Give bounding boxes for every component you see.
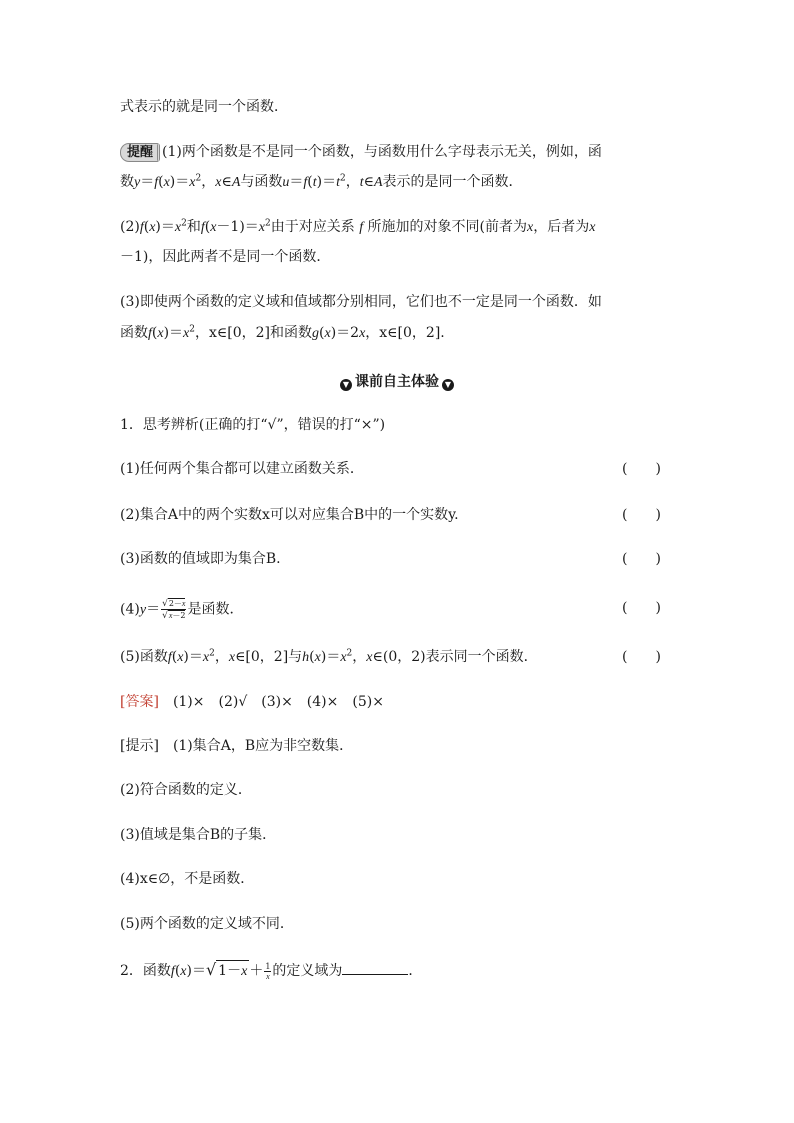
fraction: $\frac{√2-x}{√x-2}$ (162, 599, 186, 621)
tip-badge: 提醒 (120, 143, 160, 162)
answer-line: [答案] (1)× (2)√ (3)× (4)× (5)× (120, 694, 384, 710)
hint-line-1: [提示] (1)集合A，B应为非空数集． (120, 738, 354, 754)
note-2-line-2: －1)，因此两者不是同一个函数． (120, 249, 331, 265)
hint-line-4: (4)x∈∅，不是函数． (120, 871, 255, 887)
hint-line-5: (5)两个函数的定义域不同． (120, 916, 294, 932)
tip-line-2: 数$y=f(x)=x^2$，x∈A与函数$u=f(t)=t^2$，t∈A表示的是同一个函数． (120, 173, 523, 190)
question-1-item-4: (4)y＝ $\frac{√2-x}{√x-2}$ 是函数． (120, 599, 244, 621)
hint-line-3: (3)值域是集合B的子集． (120, 827, 277, 843)
answer-paren: ( ) (622, 600, 661, 616)
fraction: $\frac{1}{x}$ (265, 961, 271, 981)
tip-line-1: 提醒 (1)两个函数是不是同一个函数，与函数用什么字母表示无关，例如，函 (120, 142, 602, 162)
question-1-item-1: (1)任何两个集合都可以建立函数关系． (120, 461, 364, 477)
question-1-item-5: (5)函数$f(x)=x^2$，x∈[0，2]与$h(x)=x^2$，x∈(0，2)表示同一个函数． (120, 648, 538, 665)
answer-label: [答案] (120, 694, 159, 710)
hint-label: [提示] (120, 738, 159, 754)
answer-paren: ( ) (622, 551, 661, 567)
paragraph-continuation: 式表示的就是同一个函数． (120, 99, 288, 115)
chevron-down-icon: ▼ (340, 379, 352, 391)
answer-blank[interactable] (342, 960, 408, 975)
note-3-line-2: 函数$f(x)=x^2$，x∈[0，2]和函数g(x)＝2x，x∈[0，2]. (120, 324, 445, 341)
note-3-line-1: (3)即使两个函数的定义域和值域都分别相同，它们也不一定是同一个函数．如 (120, 294, 602, 310)
answer-paren: ( ) (622, 649, 661, 665)
chevron-down-icon: ▼ (442, 379, 454, 391)
question-1-item-2: (2)集合A中的两个实数x可以对应集合B中的一个实数y. (120, 507, 459, 523)
question-2: 2．函数f(x)＝√ 1－x ＋ $\frac{1}{x}$ 的定义域为 ． (120, 960, 423, 981)
answer-paren: ( ) (622, 461, 661, 477)
question-1-item-3: (3)函数的值域即为集合B. (120, 551, 281, 567)
section-heading: ▼ 课前自主体验 ▼ (0, 372, 794, 392)
hint-line-2: (2)符合函数的定义． (120, 782, 252, 798)
question-1-stem: 1．思考辨析(正确的打“√”，错误的打“×”) (120, 417, 386, 433)
answer-paren: ( ) (622, 507, 661, 523)
note-2-line-1: $(2)f(x)=x^2$和$f(x-1)=x^2$由于对应关系 f 所施加的对象不同(前者为x，后者为x (120, 218, 596, 235)
